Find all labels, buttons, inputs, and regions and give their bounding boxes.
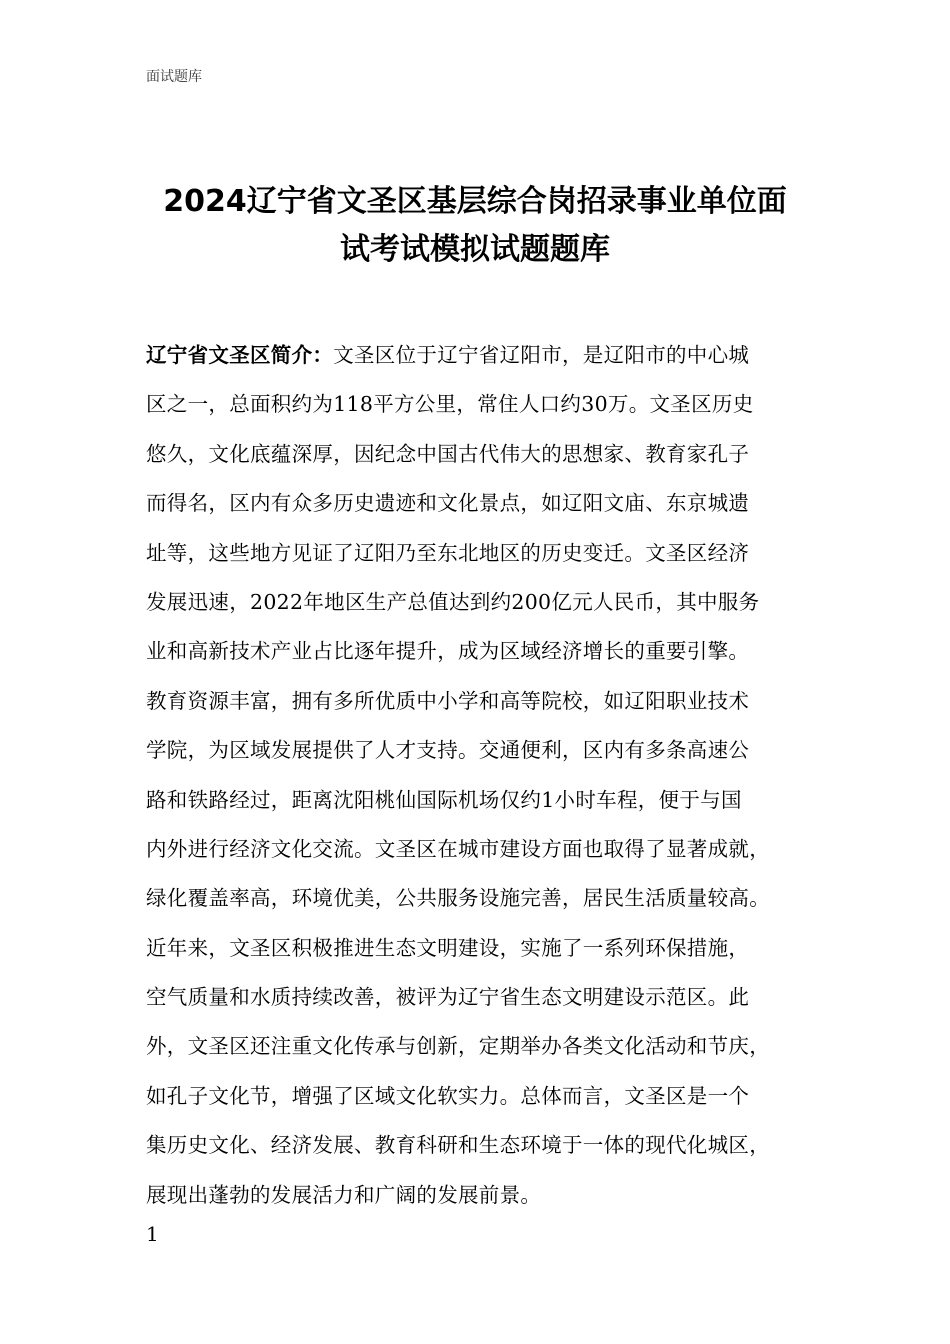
paragraph-line: 区之一，总面积约为118平方公里，常住人口约30万。文圣区历史 (146, 392, 754, 417)
paragraph-line: 如孔子文化节，增强了区域文化软实力。总体而言，文圣区是一个 (146, 1083, 750, 1108)
paragraph-line-text: 文圣区位于辽宁省辽阳市，是辽阳市的中心城 (333, 343, 750, 367)
paragraph-line: 外，文圣区还注重文化传承与创新，定期举办各类文化活动和节庆， (146, 1034, 770, 1059)
title-line-1: 2024辽宁省文圣区基层综合岗招录事业单位面 (163, 184, 787, 219)
paragraph-line: 而得名，区内有众多历史遗迹和文化景点，如辽阳文庙、东京城遗 (146, 491, 750, 516)
paragraph-line (146, 331, 826, 380)
paragraph-line: 展现出蓬勃的发展活力和广阔的发展前景。 (146, 1182, 542, 1207)
paragraph-line: 集历史文化、经济发展、教育科研和生态环境于一体的现代化城区， (146, 1133, 770, 1158)
paragraph-line: 发展迅速，2022年地区生产总值达到约200亿元人民币，其中服务 (146, 589, 760, 614)
paragraph-line: 空气质量和水质持续改善，被评为辽宁省生态文明建设示范区。此 (146, 985, 750, 1010)
intro-paragraph (146, 331, 826, 1220)
paragraph-line: 近年来，文圣区积极推进生态文明建设，实施了一系列环保措施， (146, 935, 750, 960)
page-number: 1 (146, 1222, 159, 1246)
title-line-2: 试考试模拟试题题库 (340, 232, 610, 267)
document-title (100, 178, 850, 274)
paragraph-line: 学院，为区域发展提供了人才支持。交通便利，区内有多条高速公 (146, 738, 750, 763)
paragraph-line: 址等，这些地方见证了辽阳乃至东北地区的历史变迁。文圣区经济 (146, 540, 750, 565)
intro-lead: 辽宁省文圣区简介： (146, 343, 334, 367)
paragraph-line: 绿化覆盖率高，环境优美，公共服务设施完善，居民生活质量较高。 (146, 886, 770, 911)
paragraph-line: 内外进行经济文化交流。文圣区在城市建设方面也取得了显著成就， (146, 836, 770, 861)
paragraph-line: 业和高新技术产业占比逐年提升，成为区域经济增长的重要引擎。 (146, 639, 750, 664)
paragraph-line: 路和铁路经过，距离沈阳桃仙国际机场仅约1小时车程，便于与国 (146, 787, 742, 812)
paragraph-line: 教育资源丰富，拥有多所优质中小学和高等院校，如辽阳职业技术 (146, 688, 750, 713)
paragraph-line: 悠久，文化底蕴深厚，因纪念中国古代伟大的思想家、教育家孔子 (146, 441, 750, 466)
page-header: 面试题库 (146, 69, 202, 85)
